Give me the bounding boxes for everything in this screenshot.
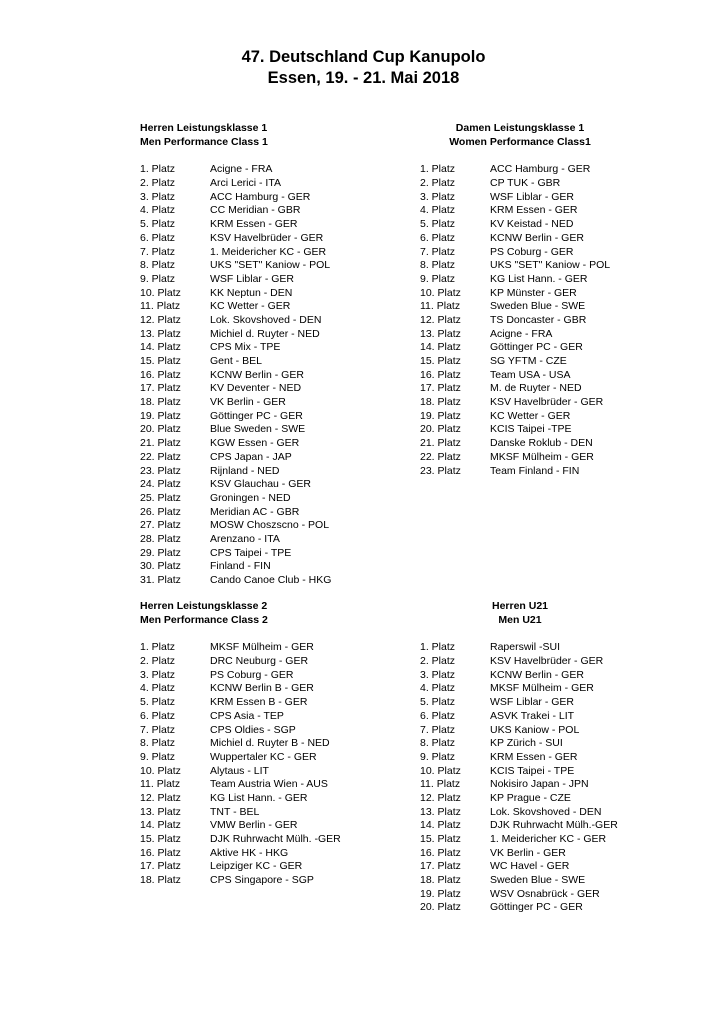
ranking-row [140,451,380,465]
team-name: CC Meridian - GBR [210,204,301,217]
rank-label: 31. Platz [140,574,181,587]
team-name: KCNW Berlin - GER [210,368,304,381]
ranking-row [420,710,640,724]
team-name: M. de Ruyter - NED [490,382,582,395]
rank-label: 8. Platz [140,259,176,272]
ranking-row [420,641,640,655]
team-name: KV Keistad - NED [490,218,574,231]
rank-label: 12. Platz [140,313,181,326]
team-name: KSV Havelbrüder - GER [490,396,604,409]
team-name: KV Deventer - NED [210,382,302,395]
team-name: KCNW Berlin - GER [490,231,584,244]
rank-label: 6. Platz [140,231,176,244]
team-name: Wuppertaler KC - GER [210,750,317,763]
rank-label: 23. Platz [420,464,461,477]
section-herren-class-2 [140,600,380,888]
team-name: ACC Hamburg - GER [490,163,591,176]
team-name: Aktive HK - HKG [210,846,289,859]
team-name: KSV Havelbrüder - GER [210,231,324,244]
team-name: Groningen - NED [210,491,291,504]
ranking-row [140,423,380,437]
ranking-row [140,641,380,655]
rank-label: 11. Platz [140,778,181,791]
ranking-row [140,669,380,683]
rank-label: 2. Platz [140,655,176,668]
ranking-row [140,792,380,806]
team-name: KCNW Berlin - GER [490,668,584,681]
rank-label: 13. Platz [140,805,181,818]
team-name: KG List Hann. - GER [490,272,588,285]
ranking-row [140,396,380,410]
team-name: KP Prague - CZE [490,791,571,804]
team-name: KCNW Berlin B - GER [210,682,314,695]
ranking-row [420,819,640,833]
team-name: Rijnland - NED [210,464,280,477]
rank-label: 7. Platz [420,723,456,736]
ranking-row [140,232,380,246]
ranking-row [140,833,380,847]
rank-label: 11. Platz [420,778,461,791]
team-name: WC Havel - GER [490,860,570,873]
team-name: KP Zürich - SUI [490,737,563,750]
team-name: Göttinger PC - GER [490,341,583,354]
rank-label: 4. Platz [420,204,456,217]
rank-label: 3. Platz [140,190,176,203]
team-name: UKS "SET" Kaniow - POL [210,259,331,272]
ranking-row [420,204,640,218]
rank-label: 6. Platz [140,709,176,722]
ranking-row [140,819,380,833]
rank-label: 5. Platz [140,218,176,231]
team-name: KRM Essen - GER [490,750,578,763]
rank-label: 1. Platz [140,641,176,654]
team-name: KC Wetter - GER [210,300,291,313]
ranking-row [420,163,640,177]
rank-label: 3. Platz [140,668,176,681]
ranking-row [420,423,640,437]
team-name: KGW Essen - GER [210,437,300,450]
rank-label: 7. Platz [420,245,456,258]
rank-label: 9. Platz [140,272,176,285]
ranking-row [140,847,380,861]
rank-label: 14. Platz [140,341,181,354]
rank-label: 20. Platz [420,901,461,914]
team-name: Danske Roklub - DEN [490,437,593,450]
rank-label: 12. Platz [420,791,461,804]
rank-label: 8. Platz [140,737,176,750]
team-name: Finland - FIN [210,560,271,573]
rank-label: 2. Platz [420,177,456,190]
ranking-row [420,833,640,847]
team-name: PS Coburg - GER [490,245,574,258]
document-subtitle: Essen, 19. - 21. Mai 2018 [267,69,460,87]
ranking-row [140,751,380,765]
team-name: Michiel d. Ruyter - NED [210,327,320,340]
document-title: 47. Deutschland Cup Kanupolo [241,48,486,66]
rank-label: 5. Platz [140,696,176,709]
ranking-row [420,314,640,328]
ranking-list [140,641,380,887]
team-name: Michiel d. Ruyter B - NED [210,737,330,750]
rank-label: 18. Platz [140,396,181,409]
team-name: KC Wetter - GER [490,409,571,422]
ranking-row [140,204,380,218]
team-name: Lok. Skovshoved - DEN [210,313,322,326]
team-name: CPS Taipei - TPE [210,546,292,559]
ranking-row [140,465,380,479]
team-name: WSF Liblar - GER [490,190,575,203]
rank-label: 26. Platz [140,505,181,518]
team-name: Team Finland - FIN [490,464,580,477]
rank-label: 11. Platz [140,300,181,313]
team-name: VK Berlin - GER [490,846,566,859]
rank-label: 6. Platz [420,709,456,722]
rank-label: 16. Platz [140,368,181,381]
section-title-de: Herren Leistungsklasse 1 [140,122,268,134]
ranking-row [140,560,380,574]
rank-label: 22. Platz [420,450,461,463]
team-name: Cando Canoe Club - HKG [210,574,332,587]
team-name: ACC Hamburg - GER [210,190,311,203]
ranking-row [420,901,640,915]
rank-label: 5. Platz [420,696,456,709]
rank-label: 13. Platz [420,327,461,340]
rank-label: 29. Platz [140,546,181,559]
team-name: CPS Mix - TPE [210,341,281,354]
team-name: KSV Glauchau - GER [210,478,311,491]
rank-label: 4. Platz [140,682,176,695]
ranking-row [140,655,380,669]
rank-label: 7. Platz [140,245,176,258]
ranking-row [140,533,380,547]
ranking-row [140,778,380,792]
ranking-row [140,437,380,451]
ranking-list [140,163,380,587]
rank-label: 30. Platz [140,560,181,573]
rank-label: 14. Platz [140,819,181,832]
team-name: UKS Kaniow - POL [490,723,580,736]
rank-label: 17. Platz [420,382,461,395]
ranking-row [140,492,380,506]
rank-label: 16. Platz [140,846,181,859]
rank-label: 18. Platz [420,874,461,887]
rank-label: 3. Platz [420,668,456,681]
team-name: KP Münster - GER [490,286,577,299]
rank-label: 10. Platz [420,286,461,299]
team-name: Göttinger PC - GER [210,409,303,422]
team-name: Sweden Blue - SWE [490,300,586,313]
ranking-row [140,547,380,561]
rank-label: 19. Platz [420,887,461,900]
rank-label: 25. Platz [140,491,181,504]
ranking-row [140,191,380,205]
ranking-row [420,300,640,314]
rank-label: 28. Platz [140,532,181,545]
ranking-row [420,410,640,424]
ranking-row [420,765,640,779]
section-title-de: Herren Leistungsklasse 2 [140,600,268,612]
team-name: Alytaus - LIT [210,764,269,777]
ranking-row [140,410,380,424]
section-title-en: Men Performance Class 2 [140,613,268,626]
team-name: WSV Osnabrück - GER [490,887,600,900]
team-name: KSV Havelbrüder - GER [490,655,604,668]
section-title-en: Men Performance Class 1 [140,135,268,148]
rank-label: 12. Platz [420,313,461,326]
rank-label: 4. Platz [420,682,456,695]
ranking-row [420,328,640,342]
ranking-row [420,806,640,820]
team-name: Arci Lerici - ITA [210,177,281,190]
team-name: Sweden Blue - SWE [490,874,586,887]
team-name: Meridian AC - GBR [210,505,300,518]
rank-label: 1. Platz [420,641,456,654]
team-name: Lok. Skovshoved - DEN [490,805,602,818]
rank-label: 2. Platz [420,655,456,668]
ranking-row [420,682,640,696]
ranking-row [420,669,640,683]
team-name: CPS Asia - TEP [210,709,284,722]
ranking-row [420,451,640,465]
team-name: KCIS Taipei -TPE [490,423,572,436]
ranking-row [420,465,640,479]
ranking-row [420,888,640,902]
ranking-row [140,328,380,342]
rank-label: 16. Platz [420,368,461,381]
ranking-row [140,369,380,383]
team-name: MKSF Mülheim - GER [490,450,594,463]
rank-label: 9. Platz [420,750,456,763]
team-name: CP TUK - GBR [490,177,561,190]
rank-label: 16. Platz [420,846,461,859]
team-name: WSF Liblar - GER [210,272,295,285]
rank-label: 10. Platz [140,764,181,777]
rank-label: 13. Platz [420,805,461,818]
ranking-row [140,341,380,355]
ranking-row [420,232,640,246]
rank-label: 13. Platz [140,327,181,340]
rank-label: 7. Platz [140,723,176,736]
ranking-row [140,696,380,710]
team-name: DRC Neuburg - GER [210,655,309,668]
team-name: 1. Meidericher KC - GER [490,833,607,846]
rank-label: 9. Platz [140,750,176,763]
ranking-row [420,778,640,792]
ranking-row [420,369,640,383]
team-name: CPS Japan - JAP [210,450,292,463]
rank-label: 18. Platz [140,874,181,887]
ranking-row [420,437,640,451]
team-name: CPS Oldies - SGP [210,723,296,736]
team-name: WSF Liblar - GER [490,696,575,709]
team-name: KRM Essen - GER [490,204,578,217]
rank-label: 20. Platz [420,423,461,436]
team-name: VMW Berlin - GER [210,819,298,832]
ranking-row [140,710,380,724]
ranking-row [140,246,380,260]
ranking-row [420,177,640,191]
team-name: KRM Essen B - GER [210,696,308,709]
section-herren-class-1 [140,122,380,588]
rank-label: 11. Platz [420,300,461,313]
team-name: Gent - BEL [210,355,262,368]
ranking-row [140,300,380,314]
ranking-row [420,751,640,765]
rank-label: 15. Platz [140,833,181,846]
ranking-row [140,860,380,874]
team-name: 1. Meidericher KC - GER [210,245,327,258]
section-title-en: Men U21 [498,613,542,626]
team-name: MOSW Choszscno - POL [210,519,330,532]
rank-label: 19. Platz [420,409,461,422]
rank-label: 12. Platz [140,791,181,804]
team-name: Raperswil -SUI [490,641,561,654]
ranking-row [140,287,380,301]
rank-label: 3. Platz [420,190,456,203]
rank-label: 5. Platz [420,218,456,231]
rank-label: 15. Platz [420,355,461,368]
rank-label: 24. Platz [140,478,181,491]
rank-label: 17. Platz [420,860,461,873]
team-name: VK Berlin - GER [210,396,286,409]
ranking-row [140,163,380,177]
rank-label: 1. Platz [420,163,456,176]
ranking-row [420,246,640,260]
rank-label: 1. Platz [140,163,176,176]
rank-label: 21. Platz [140,437,181,450]
team-name: CPS Singapore - SGP [210,874,314,887]
rank-label: 22. Platz [140,450,181,463]
ranking-row [140,874,380,888]
ranking-row [420,355,640,369]
rank-label: 8. Platz [420,259,456,272]
team-name: TNT - BEL [210,805,260,818]
ranking-row [140,259,380,273]
ranking-row [140,218,380,232]
ranking-row [140,806,380,820]
team-name: DJK Ruhrwacht Mülh. -GER [210,833,341,846]
ranking-row [420,287,640,301]
rank-label: 8. Platz [420,737,456,750]
rank-label: 15. Platz [420,833,461,846]
rank-label: 14. Platz [420,819,461,832]
ranking-row [140,574,380,588]
ranking-row [420,218,640,232]
ranking-row [420,191,640,205]
ranking-row [140,724,380,738]
ranking-row [140,682,380,696]
ranking-row [420,273,640,287]
ranking-row [140,478,380,492]
section-title-de: Damen Leistungsklasse 1 [455,122,585,134]
ranking-row [420,724,640,738]
section-title-de: Herren U21 [491,600,549,612]
rank-label: 23. Platz [140,464,181,477]
rank-label: 27. Platz [140,519,181,532]
team-name: Team Austria Wien - AUS [210,778,328,791]
ranking-row [420,696,640,710]
ranking-row [140,765,380,779]
rank-label: 2. Platz [140,177,176,190]
team-name: TS Doncaster - GBR [490,313,587,326]
ranking-row [420,382,640,396]
rank-label: 9. Platz [420,272,456,285]
team-name: KRM Essen - GER [210,218,298,231]
ranking-row [420,847,640,861]
rank-label: 20. Platz [140,423,181,436]
ranking-row [420,737,640,751]
team-name: DJK Ruhrwacht Mülh.-GER [490,819,618,832]
ranking-row [140,382,380,396]
team-name: SG YFTM - CZE [490,355,567,368]
rank-label: 14. Platz [420,341,461,354]
rank-label: 17. Platz [140,382,181,395]
team-name: KG List Hann. - GER [210,791,308,804]
ranking-row [420,341,640,355]
team-name: Blue Sweden - SWE [210,423,306,436]
rank-label: 6. Platz [420,231,456,244]
team-name: KCIS Taipei - TPE [490,764,575,777]
ranking-row [420,874,640,888]
team-name: Nokisiro Japan - JPN [490,778,589,791]
team-name: MKSF Mülheim - GER [490,682,594,695]
rank-label: 21. Platz [420,437,461,450]
ranking-list [420,641,640,915]
section-damen-class-1 [420,122,640,478]
rank-label: 15. Platz [140,355,181,368]
ranking-row [140,177,380,191]
team-name: Leipziger KC - GER [210,860,303,873]
team-name: KK Neptun - DEN [210,286,293,299]
ranking-row [420,259,640,273]
ranking-row [140,506,380,520]
team-name: PS Coburg - GER [210,668,294,681]
ranking-row [140,737,380,751]
ranking-row [140,355,380,369]
ranking-row [420,792,640,806]
section-herren-u21 [420,600,640,915]
team-name: ASVK Trakei - LIT [490,709,575,722]
ranking-row [140,273,380,287]
team-name: Arenzano - ITA [210,532,280,545]
ranking-row [420,655,640,669]
rank-label: 10. Platz [140,286,181,299]
ranking-row [420,860,640,874]
team-name: Team USA - USA [490,368,571,381]
team-name: Acigne - FRA [490,327,553,340]
rank-label: 4. Platz [140,204,176,217]
team-name: Acigne - FRA [210,163,273,176]
ranking-row [140,519,380,533]
team-name: Göttinger PC - GER [490,901,583,914]
rank-label: 19. Platz [140,409,181,422]
section-title-en: Women Performance Class1 [449,135,591,148]
rank-label: 18. Platz [420,396,461,409]
ranking-list [420,163,640,478]
rank-label: 17. Platz [140,860,181,873]
team-name: MKSF Mülheim - GER [210,641,314,654]
team-name: UKS "SET" Kaniow - POL [490,259,611,272]
rank-label: 10. Platz [420,764,461,777]
ranking-row [140,314,380,328]
ranking-row [420,396,640,410]
